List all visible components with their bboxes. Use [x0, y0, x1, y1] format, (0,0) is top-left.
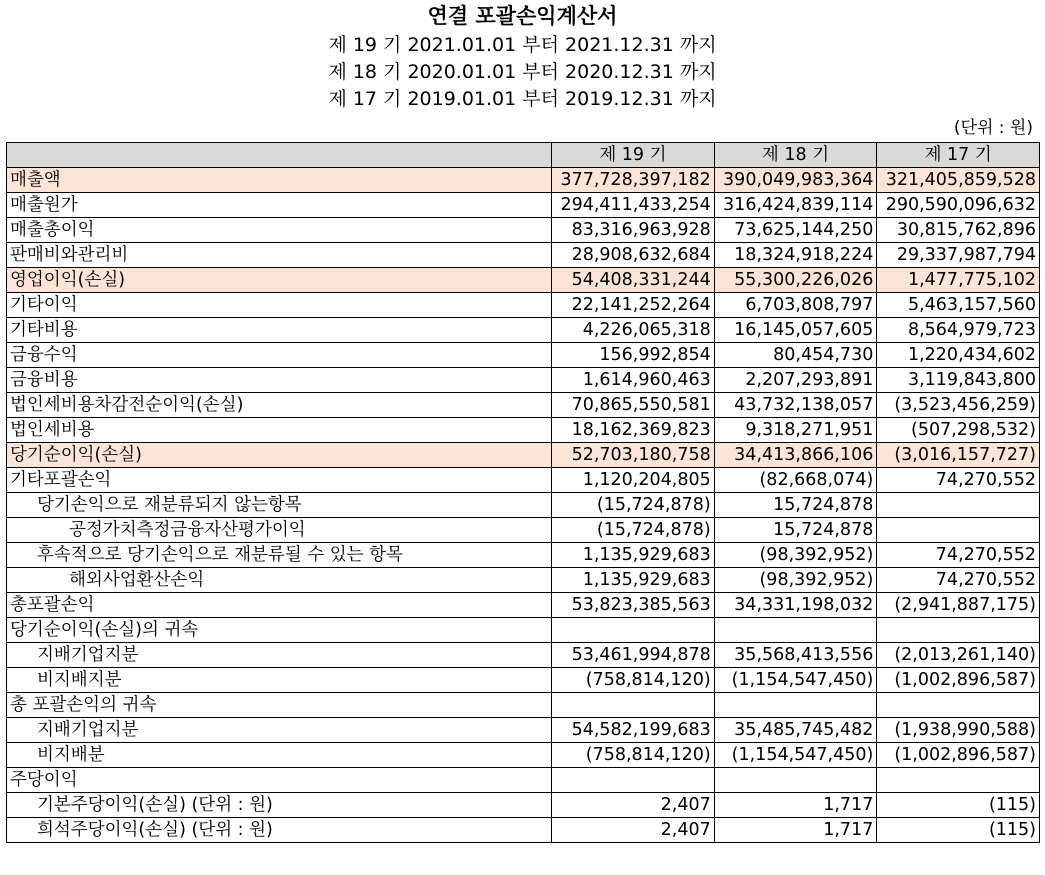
value-period-17 — [877, 768, 1040, 793]
row-label: 비지배분 — [7, 743, 552, 768]
table-row — [7, 493, 1040, 518]
value-period-18: 34,413,866,106 — [714, 443, 877, 468]
table-row — [7, 318, 1040, 343]
value-period-17 — [877, 518, 1040, 543]
table-row — [7, 243, 1040, 268]
value-period-18: 316,424,839,114 — [714, 193, 877, 218]
value-period-19: 4,226,065,318 — [552, 318, 715, 343]
value-period-19: 2,407 — [552, 793, 715, 818]
value-period-19 — [552, 768, 715, 793]
table-row — [7, 268, 1040, 293]
value-period-17: (115) — [877, 793, 1040, 818]
value-period-19: 377,728,397,182 — [552, 168, 715, 193]
value-period-17: (2,013,261,140) — [877, 643, 1040, 668]
value-period-17: 74,270,552 — [877, 468, 1040, 493]
value-period-19: (758,814,120) — [552, 743, 715, 768]
value-period-17: 3,119,843,800 — [877, 368, 1040, 393]
value-period-19: 22,141,252,264 — [552, 293, 715, 318]
header-cell-period-18: 제 18 기 — [714, 143, 877, 168]
table-row — [7, 593, 1040, 618]
value-period-18: 35,568,413,556 — [714, 643, 877, 668]
value-period-18: 80,454,730 — [714, 343, 877, 368]
value-period-19: 156,992,854 — [552, 343, 715, 368]
row-label: 법인세비용차감전순이익(손실) — [7, 393, 552, 418]
income-statement-table — [6, 142, 1040, 843]
table-row — [7, 818, 1040, 843]
value-period-18: 2,207,293,891 — [714, 368, 877, 393]
row-label: 기타비용 — [7, 318, 552, 343]
value-period-19: 54,408,331,244 — [552, 268, 715, 293]
value-period-19: 18,162,369,823 — [552, 418, 715, 443]
value-period-19: 28,908,632,684 — [552, 243, 715, 268]
value-period-18: 34,331,198,032 — [714, 593, 877, 618]
value-period-19: 2,407 — [552, 818, 715, 843]
row-label: 총 포괄손익의 귀속 — [7, 693, 552, 718]
value-period-17: 1,477,775,102 — [877, 268, 1040, 293]
value-period-19: (15,724,878) — [552, 493, 715, 518]
table-row — [7, 618, 1040, 643]
value-period-19: 53,461,994,878 — [552, 643, 715, 668]
value-period-19: 53,823,385,563 — [552, 593, 715, 618]
value-period-19: 52,703,180,758 — [552, 443, 715, 468]
row-label: 금융수익 — [7, 343, 552, 368]
value-period-19: 83,316,963,928 — [552, 218, 715, 243]
value-period-19: 1,135,929,683 — [552, 543, 715, 568]
value-period-18: 6,703,808,797 — [714, 293, 877, 318]
value-period-17 — [877, 493, 1040, 518]
table-row — [7, 368, 1040, 393]
row-label: 매출액 — [7, 168, 552, 193]
row-label: 해외사업환산손익 — [7, 568, 552, 593]
value-period-18: 1,717 — [714, 793, 877, 818]
table-row — [7, 668, 1040, 693]
period-line-19: 제 19 기 2021.01.01 부터 2021.12.31 까지 — [328, 34, 717, 56]
value-period-17: 8,564,979,723 — [877, 318, 1040, 343]
row-label: 지배기업지분 — [7, 643, 552, 668]
table-row — [7, 743, 1040, 768]
header-cell-period-17: 제 17 기 — [877, 143, 1040, 168]
table-row — [7, 768, 1040, 793]
value-period-17: (2,941,887,175) — [877, 593, 1040, 618]
row-label: 매출총이익 — [7, 218, 552, 243]
value-period-18: (98,392,952) — [714, 543, 877, 568]
value-period-17: 74,270,552 — [877, 543, 1040, 568]
value-period-18: 390,049,983,364 — [714, 168, 877, 193]
value-period-18: 9,318,271,951 — [714, 418, 877, 443]
value-period-17 — [877, 693, 1040, 718]
row-label: 희석주당이익(손실) (단위 : 원) — [7, 818, 552, 843]
value-period-19: 294,411,433,254 — [552, 193, 715, 218]
unit-label: (단위 : 원) — [953, 118, 1033, 138]
value-period-18 — [714, 693, 877, 718]
table-header-row — [7, 143, 1040, 168]
table-row — [7, 293, 1040, 318]
value-period-18: 1,717 — [714, 818, 877, 843]
value-period-17: (3,016,157,727) — [877, 443, 1040, 468]
value-period-17: (1,938,990,588) — [877, 718, 1040, 743]
table-row — [7, 793, 1040, 818]
value-period-19: 1,120,204,805 — [552, 468, 715, 493]
value-period-17: 1,220,434,602 — [877, 343, 1040, 368]
value-period-17: (3,523,456,259) — [877, 393, 1040, 418]
value-period-18: 55,300,226,026 — [714, 268, 877, 293]
table-row — [7, 518, 1040, 543]
table-row — [7, 568, 1040, 593]
row-label: 기타포괄손익 — [7, 468, 552, 493]
value-period-18: (98,392,952) — [714, 568, 877, 593]
value-period-17: (115) — [877, 818, 1040, 843]
table-row — [7, 393, 1040, 418]
row-label: 지배기업지분 — [7, 718, 552, 743]
value-period-19 — [552, 693, 715, 718]
statement-title: 연결 포괄손익계산서 — [427, 4, 618, 28]
table-row — [7, 643, 1040, 668]
row-label: 당기순이익(손실)의 귀속 — [7, 618, 552, 643]
row-label: 판매비와관리비 — [7, 243, 552, 268]
value-period-17: (1,002,896,587) — [877, 743, 1040, 768]
value-period-18: 18,324,918,224 — [714, 243, 877, 268]
row-label: 당기손익으로 재분류되지 않는항목 — [7, 493, 552, 518]
row-label: 영업이익(손실) — [7, 268, 552, 293]
table-row — [7, 218, 1040, 243]
table-body — [7, 168, 1040, 843]
value-period-19: 54,582,199,683 — [552, 718, 715, 743]
table-row — [7, 718, 1040, 743]
value-period-18: 73,625,144,250 — [714, 218, 877, 243]
table-row — [7, 343, 1040, 368]
row-label: 당기순이익(손실) — [7, 443, 552, 468]
row-label: 주당이익 — [7, 768, 552, 793]
value-period-18: 15,724,878 — [714, 493, 877, 518]
value-period-17: (507,298,532) — [877, 418, 1040, 443]
value-period-18: (82,668,074) — [714, 468, 877, 493]
row-label: 기본주당이익(손실) (단위 : 원) — [7, 793, 552, 818]
period-line-17: 제 17 기 2019.01.01 부터 2019.12.31 까지 — [328, 88, 717, 110]
row-label: 기타이익 — [7, 293, 552, 318]
value-period-17: 290,590,096,632 — [877, 193, 1040, 218]
value-period-17: 5,463,157,560 — [877, 293, 1040, 318]
row-label: 금융비용 — [7, 368, 552, 393]
value-period-18: 35,485,745,482 — [714, 718, 877, 743]
value-period-17 — [877, 618, 1040, 643]
header-cell-account — [7, 143, 552, 168]
value-period-17: 321,405,859,528 — [877, 168, 1040, 193]
period-line-18: 제 18 기 2020.01.01 부터 2020.12.31 까지 — [328, 61, 717, 83]
table-row — [7, 418, 1040, 443]
value-period-18: 16,145,057,605 — [714, 318, 877, 343]
table-row — [7, 693, 1040, 718]
value-period-18: 15,724,878 — [714, 518, 877, 543]
header-cell-period-19: 제 19 기 — [552, 143, 715, 168]
row-label: 비지배지분 — [7, 668, 552, 693]
table-row — [7, 193, 1040, 218]
table-row — [7, 468, 1040, 493]
value-period-19: (15,724,878) — [552, 518, 715, 543]
table-row — [7, 543, 1040, 568]
value-period-17: 29,337,987,794 — [877, 243, 1040, 268]
value-period-17: 30,815,762,896 — [877, 218, 1040, 243]
row-label: 공정가치측정금융자산평가이익 — [7, 518, 552, 543]
value-period-19: 1,135,929,683 — [552, 568, 715, 593]
value-period-17: (1,002,896,587) — [877, 668, 1040, 693]
row-label: 매출원가 — [7, 193, 552, 218]
value-period-18: (1,154,547,450) — [714, 668, 877, 693]
table-row — [7, 443, 1040, 468]
table-row — [7, 168, 1040, 193]
value-period-18 — [714, 618, 877, 643]
value-period-18 — [714, 768, 877, 793]
value-period-17: 74,270,552 — [877, 568, 1040, 593]
value-period-18: (1,154,547,450) — [714, 743, 877, 768]
value-period-19: (758,814,120) — [552, 668, 715, 693]
value-period-19: 70,865,550,581 — [552, 393, 715, 418]
row-label: 후속적으로 당기손익으로 재분류될 수 있는 항목 — [7, 543, 552, 568]
value-period-18: 43,732,138,057 — [714, 393, 877, 418]
value-period-19 — [552, 618, 715, 643]
row-label: 총포괄손익 — [7, 593, 552, 618]
row-label: 법인세비용 — [7, 418, 552, 443]
value-period-19: 1,614,960,463 — [552, 368, 715, 393]
